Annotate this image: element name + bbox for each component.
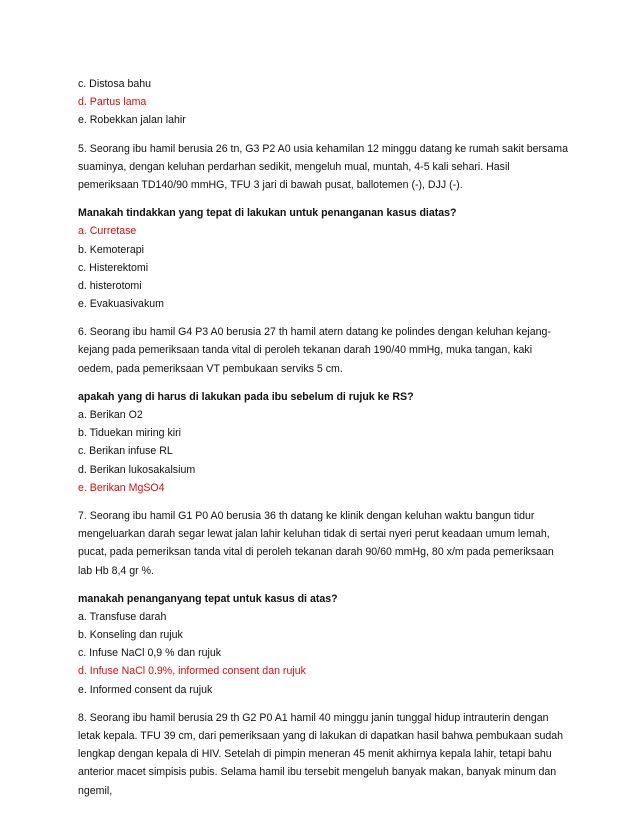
- option-d-highlighted: d. Partus lama: [78, 96, 147, 109]
- q6-option-a: a. Berikan O2: [78, 409, 143, 421]
- q7-option-d-highlighted: d. Infuse NaCl 0.9%, informed consent dan rujuk: [78, 665, 306, 678]
- q5-option-b: b. Kemoterapi: [78, 243, 144, 256]
- q5-stem-line: suaminya, dengan keluhan perdarhan sedikit, mengeluh mual, muntah, 4-5 kali sehari. Hasil: [78, 160, 510, 173]
- q7-stem-line: lab Hb 8,4 gr %.: [78, 564, 154, 577]
- q8-stem-line: ngemil,: [78, 784, 113, 797]
- q6-stem-line: kejang pada pemeriksaan tanda vital di peroleh tekanan darah 190/40 mmHg, muka tangan, kaki: [78, 344, 533, 357]
- q8-stem-line: 8. Seorang ibu hamil berusia 29 th G2 P0 A1 hamil 40 minggu janin tunggal hidup intrauterin dengan: [78, 711, 549, 724]
- q6-option-d: d. Berikan lukosakalsium: [78, 463, 196, 476]
- option-c: c. Distosa bahu: [78, 78, 152, 90]
- q7-option-a: a. Transfuse darah: [78, 610, 167, 623]
- q7-option-c: c. Infuse NaCl 0,9 % dan rujuk: [78, 647, 222, 660]
- q6-option-e-highlighted: e. Berikan MgSO4: [78, 481, 165, 494]
- q8-stem-line: letak kepala. TFU 39 cm, dari pemeriksaan yang di lakukan di dapatkan hasil bahwa pembukaan sudah: [78, 730, 564, 742]
- q7-stem-line: pucat, pada pemeriksan tanda vital di peroleh tekanan darah 90/60 mmHg, 80 x/m pada pemeriksaan: [78, 546, 554, 559]
- q6-option-b: b. Tiduekan miring kiri: [78, 427, 182, 440]
- q8-stem-line: lengkap dengan kepala di HIV. Setelah di pimpin meneran 45 menit akhirnya kepala lahir, tetapi bahu: [78, 748, 552, 761]
- q6-question: apakah yang di harus di lakukan pada ibu sebelum di rujuk ke RS?: [78, 390, 414, 403]
- q6-option-c: c. Berikan infuse RL: [78, 445, 173, 458]
- q5-option-d: d. histerotomi: [78, 279, 142, 292]
- q7-option-e: e. Informed consent da rujuk: [78, 683, 213, 696]
- q5-stem-line: pemeriksaan TD140/90 mmHG, TFU 3 jari di bawah pusat, ballotemen (-), DJJ (-).: [78, 178, 463, 191]
- q7-stem-line: mengeluarkan darah segar lewat jalan lahir keluhan tidak di sertai nyeri perut keadaan umum lemah,: [78, 528, 550, 541]
- q7-stem-line: 7. Seorang ibu hamil G1 P0 A0 berusia 36 th datang ke klinik dengan keluhan waktu bangun tidur: [78, 509, 535, 522]
- q5-option-a-highlighted: a. Curretase: [78, 225, 137, 238]
- document-page: [78, 75, 578, 800]
- option-e: e. Robekkan jalan lahir: [78, 114, 186, 127]
- q5-stem-line: 5. Seorang ibu hamil berusia 26 tn, G3 P2 A0 usia kehamilan 12 minggu datang ke rumah sakit bersama: [78, 142, 568, 155]
- q8-stem-line: anterior macet simpisis pubis. Selama hamil ibu tersebit mengeluh banyak makan, banyak minum dan: [78, 766, 557, 779]
- q5-option-e: e. Evakuasivakum: [78, 298, 164, 311]
- q5-question: Manakah tindakkan yang tepat di lakukan untuk penanganan kasus diatas?: [78, 207, 457, 220]
- q6-stem-line: 6. Seorang ibu hamil G4 P3 A0 berusia 27 th hamil atern datang ke polindes dengan keluhan kejang-: [78, 326, 551, 339]
- q7-question: manakah penanganyang tepat untuk kasus di atas?: [78, 592, 338, 605]
- q5-option-c: c. Histerektomi: [78, 261, 149, 274]
- q7-option-b: b. Konseling dan rujuk: [78, 629, 183, 642]
- q6-stem-line: oedem, pada pemeriksaan VT pembukaan serviks 5 cm.: [78, 362, 343, 375]
